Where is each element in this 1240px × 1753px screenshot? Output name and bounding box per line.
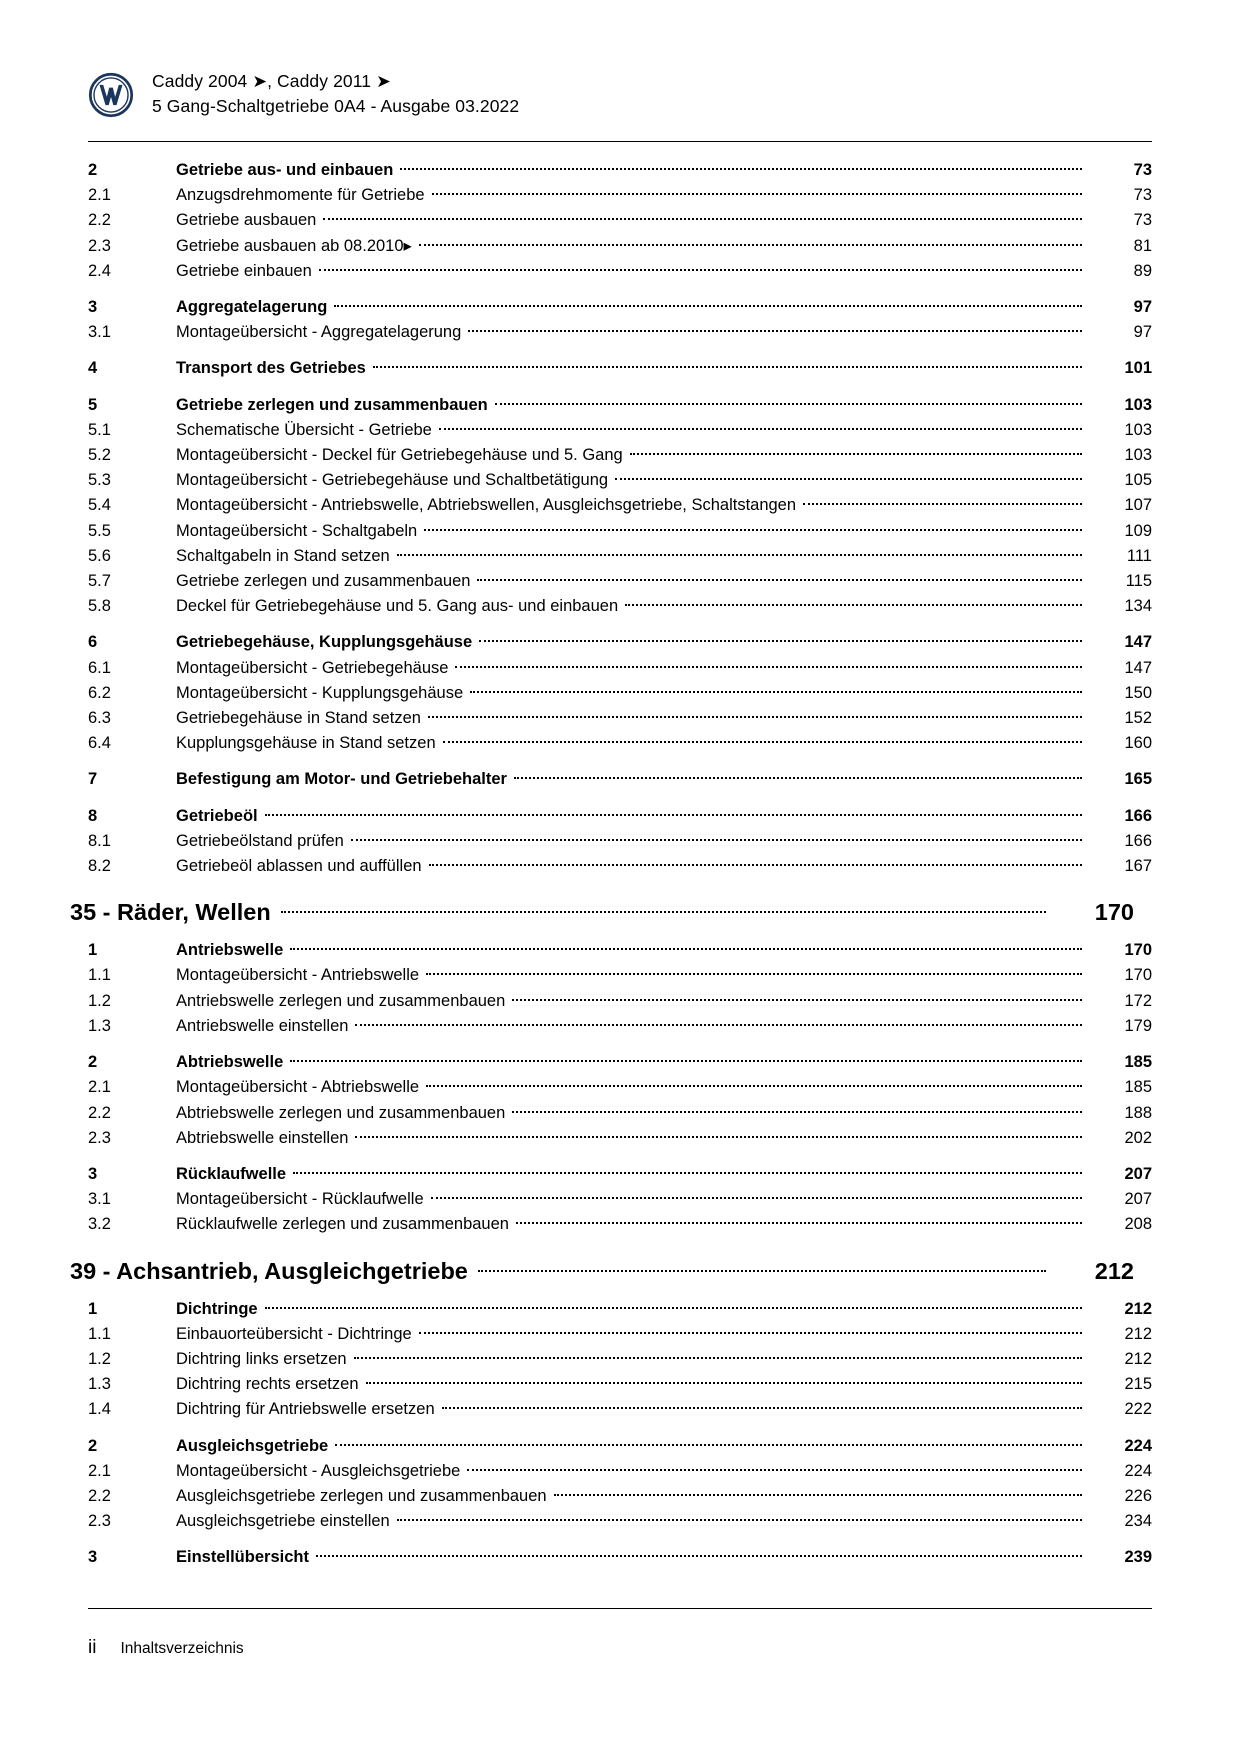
toc-entry-page-number[interactable]: 97 [1133,298,1152,317]
toc-entry-title[interactable]: Einstellübersicht [176,1548,309,1567]
toc-leader-dots [428,716,1082,718]
toc-leader-dots [630,453,1082,455]
toc-entry-row[interactable] [88,295,1152,320]
toc-entry-title[interactable]: Montageübersicht - Antriebswelle [176,966,420,985]
toc-leader-dots [354,1357,1082,1359]
toc-entry-number: 2.2 [88,1486,111,1505]
toc-entry-row[interactable] [88,731,1152,756]
toc-entry-title[interactable]: Montageübersicht - Abtriebswelle [176,1078,420,1097]
toc-entry-row[interactable] [88,1187,1152,1212]
toc-entry-title[interactable]: Getriebe aus- und einbauen [176,161,394,179]
toc-entry-row[interactable] [88,1101,1152,1126]
toc-entry-page-number[interactable]: 226 [1124,1486,1152,1505]
toc-entry-title[interactable]: Dichtringe [176,1299,258,1318]
toc-leader-dots [467,1469,1082,1471]
toc-entry-page-number[interactable]: 166 [1124,806,1152,825]
toc-entry-number: 6 [88,633,98,652]
toc-entry-page-number[interactable]: 166 [1124,831,1152,850]
toc-leader-dots [625,604,1082,606]
toc-entry-title[interactable]: Montageübersicht - Deckel für Getriebegehäuse und 5. Gang [176,446,623,465]
toc-entry-page-number[interactable]: 101 [1124,359,1152,378]
toc-entry-title[interactable]: Getriebegehäuse, Kupplungsgehäuse [176,633,473,652]
toc-entry-page-number[interactable]: 222 [1124,1400,1152,1419]
toc-leader-dots [426,973,1082,975]
toc-leader-dots [323,218,1082,220]
toc-entry-page-number[interactable]: 109 [1124,521,1152,540]
toc-entry-number: 5.8 [88,597,111,616]
toc-entry-number: 4 [88,359,98,378]
toc-entry-row[interactable] [88,418,1152,443]
toc-entry-page-number[interactable]: 172 [1124,991,1152,1010]
toc-entry-page-number[interactable]: 103 [1124,395,1152,414]
toc-entry-row[interactable] [88,443,1152,468]
toc-entry-page-number[interactable]: 212 [1124,1324,1152,1343]
toc-entry-row[interactable] [88,1545,1152,1570]
table-of-contents [70,158,1152,1571]
toc-entry-page-number[interactable]: 81 [1133,236,1152,255]
toc-entry-page-number[interactable]: 170 [1094,899,1134,926]
toc-entry-row[interactable] [88,1372,1152,1397]
toc-entry-number: 8.2 [88,857,111,876]
toc-leader-dots [431,1197,1082,1199]
toc-leader-dots [803,503,1082,505]
toc-leader-dots [554,1494,1082,1496]
toc-entry-page-number[interactable]: 150 [1124,683,1152,702]
toc-entry-title[interactable]: Getriebe zerlegen und zusammenbauen [176,395,488,414]
toc-entry-title[interactable]: Ausgleichsgetriebe [176,1436,329,1455]
toc-leader-dots [397,554,1082,556]
page-footer [88,1636,244,1661]
toc-entry-page-number[interactable]: 208 [1124,1215,1152,1234]
toc-entry-number: 5.2 [88,446,111,465]
toc-leader-dots [477,579,1082,581]
toc-leader-dots [355,1024,1082,1026]
toc-entry-number: 3 [88,1548,98,1567]
toc-entry-title[interactable]: Befestigung am Motor- und Getriebehalter [176,770,507,789]
toc-leader-dots [615,478,1082,480]
toc-leader-dots [335,1444,1082,1446]
toc-entry-page-number[interactable]: 179 [1124,1016,1152,1035]
header-title-line1: Caddy 2004 ➤, Caddy 2011 ➤ [152,71,391,91]
toc-entry-row[interactable] [88,1297,1152,1322]
toc-entry-page-number[interactable]: 165 [1124,770,1152,789]
toc-entry-title[interactable]: Ausgleichsgetriebe zerlegen und zusammenbauen [176,1486,547,1505]
toc-entry-page-number[interactable]: 207 [1124,1164,1152,1183]
toc-entry-title[interactable]: Montageübersicht - Ausgleichsgetriebe [176,1461,461,1480]
toc-entry-page-number[interactable]: 212 [1094,1257,1134,1284]
toc-entry-page-number[interactable]: 170 [1124,941,1152,960]
toc-entry-number: 1 [88,1299,98,1318]
toc-leader-dots [478,1270,1046,1272]
toc-entry-number: 1.3 [88,1375,111,1394]
toc-leader-dots [290,948,1082,950]
toc-leader-dots [265,814,1082,816]
toc-entry-number: 2.4 [88,261,111,280]
toc-entry-row[interactable] [88,938,1152,963]
toc-leader-dots [479,640,1082,642]
toc-entry-row[interactable] [88,1459,1152,1484]
toc-entry-number: 3.1 [88,323,111,342]
toc-entry-title[interactable]: Montageübersicht - Getriebegehäuse und Schaltbetätigung [176,471,609,490]
toc-entry-row[interactable] [88,1162,1152,1187]
toc-entry-row[interactable] [88,569,1152,594]
toc-leader-dots [468,330,1082,332]
toc-leader-dots [351,839,1082,841]
toc-entry-page-number[interactable]: 152 [1124,709,1152,728]
toc-entry-page-number[interactable]: 73 [1133,186,1152,205]
toc-leader-dots [316,1555,1082,1557]
toc-entry-page-number[interactable]: 185 [1124,1053,1152,1072]
toc-entry-title[interactable]: Dichtring für Antriebswelle ersetzen [176,1400,435,1419]
toc-entry-number: 6.4 [88,734,111,753]
toc-leader-dots [495,403,1082,405]
header-title-line2: 5 Gang-Schaltgetriebe 0A4 - Ausgabe 03.2022 [152,96,520,116]
page-header [88,68,1152,140]
toc-entry-page-number[interactable]: 167 [1124,857,1152,876]
toc-entry-number: 1.1 [88,966,111,985]
toc-entry-row[interactable] [88,1075,1152,1100]
toc-entry-title[interactable]: Montageübersicht - Getriebegehäuse [176,658,449,677]
toc-entry-row[interactable] [88,468,1152,493]
toc-entry-row[interactable] [88,706,1152,731]
toc-entry-title[interactable]: Abtriebswelle [176,1053,284,1072]
toc-entry-page-number[interactable]: 103 [1124,420,1152,439]
toc-entry-title[interactable]: Einbauorteübersicht - Dichtringe [176,1324,412,1343]
toc-entry-page-number[interactable]: 207 [1124,1190,1152,1209]
toc-entry-number: 1.2 [88,991,111,1010]
toc-entry-number: 8 [88,806,98,825]
toc-entry-title[interactable]: Antriebswelle [176,941,284,960]
toc-entry-title[interactable]: Deckel für Getriebegehäuse und 5. Gang aus- und einbauen [176,597,619,616]
toc-entry-number: 2 [88,1053,98,1072]
toc-entry-number: 5.6 [88,546,111,565]
toc-entry-title[interactable]: Rücklaufwelle zerlegen und zusammenbauen [176,1215,509,1234]
toc-entry-row[interactable] [88,320,1152,345]
toc-leader-dots [290,1060,1082,1062]
toc-entry-row[interactable] [88,493,1152,518]
toc-entry-row[interactable] [88,1050,1152,1075]
toc-entry-title[interactable]: Getriebe ausbauen [176,211,317,230]
toc-entry-row[interactable] [88,1397,1152,1422]
toc-entry-title[interactable]: Getriebe ausbauen ab 08.2010▸ [176,236,412,255]
toc-entry-title[interactable]: Montageübersicht - Antriebswelle, Abtriebswellen, Ausgleichsgetriebe, Schaltstangen [176,496,797,515]
footer-page-number: ii [88,1637,97,1658]
toc-entry-page-number[interactable]: 73 [1133,211,1152,230]
toc-entry-page-number[interactable]: 212 [1124,1349,1152,1368]
toc-entry-row[interactable] [88,804,1152,829]
toc-leader-dots [397,1519,1082,1521]
toc-leader-dots [424,529,1082,531]
toc-entry-row[interactable] [88,594,1152,619]
toc-entry-number: 2.1 [88,186,111,205]
toc-entry-title[interactable]: Rücklaufwelle [176,1164,287,1183]
toc-entry-title[interactable]: 39 - Achsantrieb, Ausgleichgetriebe [70,1257,468,1284]
toc-entry-title[interactable]: Antriebswelle zerlegen und zusammenbauen [176,991,506,1010]
toc-entry-row[interactable] [88,630,1152,655]
toc-entry-number: 1.1 [88,1324,111,1343]
toc-entry-page-number[interactable]: 224 [1124,1436,1152,1455]
toc-entry-page-number[interactable]: 212 [1124,1299,1152,1318]
toc-entry-number: 5.4 [88,496,111,515]
toc-entry-title[interactable]: Getriebeöl ablassen und auffüllen [176,857,422,876]
toc-entry-number: 1 [88,941,98,960]
toc-entry-number: 2.3 [88,1512,111,1531]
toc-entry-page-number[interactable]: 111 [1126,546,1152,565]
toc-entry-row[interactable] [88,1014,1152,1039]
toc-entry-row[interactable] [88,183,1152,208]
toc-entry-row[interactable] [88,208,1152,233]
toc-chapter-row[interactable] [70,896,1134,928]
toc-entry-page-number[interactable]: 115 [1125,572,1152,591]
toc-entry-page-number[interactable]: 224 [1124,1461,1152,1480]
toc-entry-number: 2 [88,161,98,179]
toc-entry-number: 5.7 [88,572,111,591]
toc-entry-row[interactable] [88,519,1152,544]
toc-leader-dots [373,366,1082,368]
toc-leader-dots [512,1111,1082,1113]
toc-entry-row[interactable] [88,1212,1152,1237]
vw-logo-icon [88,72,134,118]
toc-leader-dots [470,691,1082,693]
header-divider [88,141,1152,142]
toc-leader-dots [514,777,1082,779]
toc-leader-dots [355,1136,1082,1138]
toc-entry-title[interactable]: Schematische Übersicht - Getriebe [176,420,432,439]
toc-entry-row[interactable] [88,259,1152,284]
toc-entry-title[interactable]: Getriebe einbauen [176,261,312,280]
toc-entry-page-number[interactable]: 215 [1124,1375,1152,1394]
toc-entry-number: 2.2 [88,1103,111,1122]
toc-entry-title[interactable]: Dichtring links ersetzen [176,1349,347,1368]
toc-entry-title[interactable]: Getriebegehäuse in Stand setzen [176,709,421,728]
toc-entry-page-number[interactable]: 188 [1124,1103,1152,1122]
toc-leader-dots [293,1172,1082,1174]
toc-entry-number: 1.4 [88,1400,111,1419]
toc-entry-page-number[interactable]: 107 [1124,496,1152,515]
toc-entry-page-number[interactable]: 73 [1133,161,1152,179]
toc-entry-page-number[interactable]: 97 [1133,323,1152,342]
toc-entry-title[interactable]: Kupplungsgehäuse in Stand setzen [176,734,436,753]
toc-entry-number: 2.2 [88,211,111,230]
toc-entry-page-number[interactable]: 147 [1124,633,1152,652]
toc-leader-dots [429,864,1082,866]
toc-entry-row[interactable] [88,1126,1152,1151]
toc-entry-page-number[interactable]: 105 [1124,471,1152,490]
toc-entry-number: 7 [88,770,98,789]
toc-entry-title[interactable]: Ausgleichsgetriebe einstellen [176,1512,390,1531]
toc-entry-title[interactable]: Montageübersicht - Rücklaufwelle [176,1190,424,1209]
toc-entry-row[interactable] [88,681,1152,706]
toc-entry-row[interactable] [88,158,1152,183]
toc-entry-row[interactable] [88,989,1152,1014]
toc-entry-number: 8.1 [88,831,111,850]
toc-entry-page-number[interactable]: 202 [1124,1128,1152,1147]
toc-entry-number: 5.3 [88,471,111,490]
toc-leader-dots [439,428,1082,430]
toc-entry-row[interactable] [88,854,1152,879]
toc-entry-number: 2.3 [88,1128,111,1147]
toc-leader-dots [400,168,1082,170]
toc-entry-number: 2 [88,1436,98,1455]
toc-entry-title[interactable]: Anzugsdrehmomente für Getriebe [176,186,425,205]
toc-entry-number: 3.2 [88,1215,111,1234]
toc-entry-title[interactable]: Schaltgabeln in Stand setzen [176,546,390,565]
toc-entry-title[interactable]: Getriebeöl [176,806,258,825]
toc-entry-page-number[interactable]: 234 [1124,1512,1152,1531]
toc-entry-number: 2.1 [88,1078,111,1097]
toc-leader-dots [443,741,1082,743]
toc-entry-row[interactable] [88,1434,1152,1459]
toc-leader-dots [281,911,1046,913]
toc-entry-row[interactable] [88,767,1152,792]
toc-entry-row[interactable] [88,234,1152,259]
footer-label: Inhaltsverzeichnis [120,1640,244,1657]
toc-entry-page-number[interactable]: 170 [1124,966,1152,985]
toc-entry-title[interactable]: Antriebswelle einstellen [176,1016,349,1035]
toc-entry-page-number[interactable]: 160 [1124,734,1152,753]
toc-entry-number: 6.3 [88,709,111,728]
toc-entry-number: 3 [88,1164,98,1183]
toc-entry-title[interactable]: Montageübersicht - Aggregatelagerung [176,323,462,342]
toc-entry-number: 1.2 [88,1349,111,1368]
toc-leader-dots [455,666,1082,668]
toc-entry-title[interactable]: Getriebeölstand prüfen [176,831,344,850]
toc-entry-row[interactable] [88,1484,1152,1509]
toc-entry-page-number[interactable]: 89 [1133,261,1152,280]
toc-entry-number: 2.1 [88,1461,111,1480]
toc-entry-title[interactable]: 35 - Räder, Wellen [70,899,271,926]
toc-entry-title[interactable]: Abtriebswelle einstellen [176,1128,349,1147]
toc-leader-dots [419,1332,1082,1334]
toc-entry-title[interactable]: Abtriebswelle zerlegen und zusammenbauen [176,1103,506,1122]
toc-entry-title[interactable]: Montageübersicht - Schaltgabeln [176,521,418,540]
toc-leader-dots [442,1407,1082,1409]
toc-entry-page-number[interactable]: 239 [1124,1548,1152,1567]
toc-entry-row[interactable] [88,829,1152,854]
toc-entry-number: 5.5 [88,521,111,540]
toc-entry-page-number[interactable]: 103 [1124,446,1152,465]
toc-leader-dots [516,1222,1082,1224]
toc-leader-dots [334,305,1082,307]
toc-entry-number: 2.3 [88,236,111,255]
toc-leader-dots [426,1085,1082,1087]
toc-entry-page-number[interactable]: 147 [1124,658,1152,677]
toc-entry-page-number[interactable]: 134 [1124,597,1152,616]
toc-entry-row[interactable] [88,1509,1152,1534]
toc-chapter-row[interactable] [70,1255,1134,1287]
toc-entry-number: 1.3 [88,1016,111,1035]
toc-leader-dots [419,244,1082,246]
toc-leader-dots [366,1382,1083,1384]
toc-entry-row[interactable] [88,544,1152,569]
toc-entry-row[interactable] [88,393,1152,418]
footer-divider [88,1608,1152,1609]
toc-entry-number: 3 [88,298,98,317]
toc-entry-title[interactable]: Montageübersicht - Kupplungsgehäuse [176,683,464,702]
toc-leader-dots [265,1307,1082,1309]
toc-leader-dots [319,269,1082,271]
toc-leader-dots [512,999,1082,1001]
toc-entry-title[interactable]: Transport des Getriebes [176,359,366,378]
toc-entry-row[interactable] [88,356,1152,381]
toc-entry-page-number[interactable]: 185 [1124,1078,1152,1097]
toc-entry-number: 5 [88,395,98,414]
toc-entry-number: 6.2 [88,683,111,702]
toc-entry-row[interactable] [88,963,1152,988]
toc-entry-row[interactable] [88,1347,1152,1372]
toc-entry-row[interactable] [88,1322,1152,1347]
toc-entry-title[interactable]: Dichtring rechts ersetzen [176,1375,359,1394]
toc-entry-number: 5.1 [88,420,111,439]
toc-entry-row[interactable] [88,656,1152,681]
toc-leader-dots [432,193,1082,195]
toc-entry-title[interactable]: Aggregatelagerung [176,298,328,317]
toc-entry-number: 6.1 [88,658,111,677]
toc-entry-title[interactable]: Getriebe zerlegen und zusammenbauen [176,572,471,591]
toc-entry-number: 3.1 [88,1190,111,1209]
